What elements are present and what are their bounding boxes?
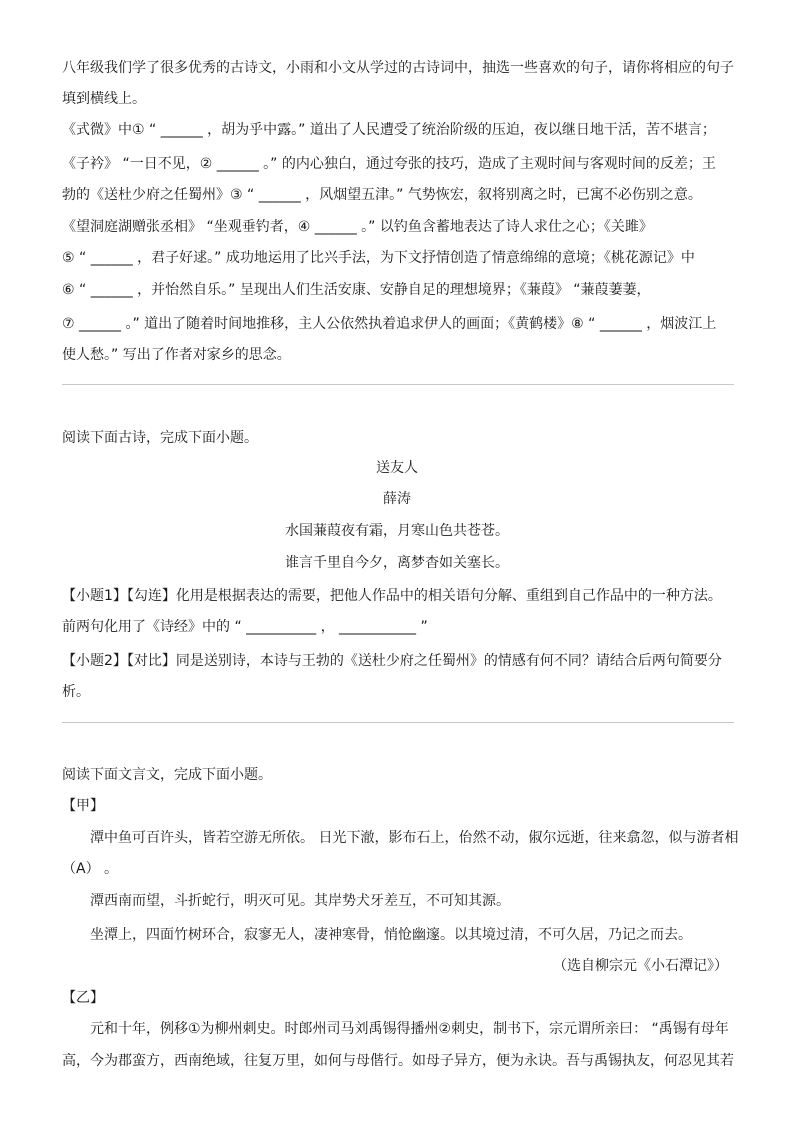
- yi-line-1: 元和十年，例移①为柳州刺史。时郎州司马刘禹锡得播州②刺史，制书下，宗元谓所亲曰： “禹锡有母年: [90, 1021, 729, 1037]
- q3-intro: 阅读下面文言文，完成下面小题。: [62, 767, 272, 783]
- jia-label: 【甲】: [62, 798, 104, 814]
- q1-line-2: 填到横线上。: [62, 91, 146, 107]
- yi-label: 【乙】: [62, 990, 104, 1006]
- q1-line-4: 《子衿》 “一日不见，② ______ 。” 的内心独白，通过夸张的技巧，造成了主观时间与客观时间的反差；王: [62, 156, 716, 172]
- poem-author: 薛涛: [383, 491, 411, 507]
- yi-line-2: 高，今为郡蛮方，西南绝域，往复万里，如何与母偕行。如母子异方，便为永诀。吾与禹锡执友，何忍见其若: [62, 1053, 734, 1069]
- jia-line-3: 潭西南而望，斗折蛇行，明灭可见。其岸势犬牙差互，不可知其源。: [90, 893, 510, 909]
- q1-line-7: ⑤ “ ______ ，君子好逑。” 成功地运用了比兴手法，为下文抒情创造了情意绵绵的意境；《桃花源记》中: [62, 250, 695, 266]
- q2-sub2-line-1: 【小题2】【对比】同是送别诗，本诗与王勃的《送杜少府之任蜀州》的情感有何不同？请结合后两句简要分: [62, 653, 722, 669]
- poem-line-2: 谁言千里自今夕，离梦杳如关塞长。: [285, 555, 509, 571]
- poem-title: 送友人: [376, 460, 418, 476]
- q1-line-3: 《式微》中① “ ______ ，胡为乎中露。” 道出了人民遭受了统治阶级的压迫，夜以继日地干活，苦不堪言；: [62, 122, 716, 138]
- q1-line-10: 使人愁。” 写出了作者对家乡的思念。: [62, 347, 291, 363]
- q2-sub2-line-2: 析。: [62, 684, 90, 700]
- q1-line-5: 勃的《送杜少府之任蜀州》③ “ ______ ，风烟望五津。” 气势恢宏，叙将别离之时，已寓不必伤别之意。: [62, 187, 702, 203]
- q2-sub1-line-1: 【小题1】【勾连】化用是根据表达的需要，把他人作品中的相关语句分解、重组到自己作品中的一种方法。: [62, 588, 722, 604]
- section-divider-2: [62, 722, 734, 723]
- q1-line-8: ⑥ “ ______ ，并怡然自乐。” 呈现出人们生活安康、安静自足的理想境界；《蒹葭》 “蒹葭萋萋，: [62, 282, 651, 298]
- q2-intro: 阅读下面古诗，完成下面小题。: [62, 430, 258, 446]
- jia-source: （选自柳宗元《小石潭记》）: [553, 958, 728, 974]
- section-divider-1: [62, 384, 734, 385]
- q1-line-6: 《望洞庭湖赠张丞相》 “坐观垂钓者，④ ______ 。” 以钓鱼含蓄地表达了诗人求仕之心；《关雎》: [62, 219, 653, 235]
- q1-line-1: 八年级我们学了很多优秀的古诗文，小雨和小文从学过的古诗词中，抽选一些喜欢的句子，请你将相应的句子: [62, 60, 734, 76]
- jia-line-1: 潭中鱼可百许头，皆若空游无所依。 日光下澈，影布石上，佁然不动，俶尔远逝，往来翕忽，似与游者相: [90, 830, 739, 846]
- jia-line-4: 坐潭上，四面竹树环合，寂寥无人，凄神寒骨，悄怆幽邃。以其境过清，不可久居，乃记之而去。: [90, 927, 692, 943]
- q2-sub1-line-2: 前两句化用了《诗经》中的 “ __________ ， ___________ ”: [62, 619, 428, 635]
- q1-line-9: ⑦ ______ 。” 道出了随着时间地推移，主人公依然执着追求伊人的画面；《黄鹤楼》⑧ “ ______ ，烟波江上: [62, 316, 717, 332]
- poem-line-1: 水国蒹葭夜有霜，月寒山色共苍苍。: [285, 523, 509, 539]
- jia-line-2: （A） 。: [62, 861, 119, 877]
